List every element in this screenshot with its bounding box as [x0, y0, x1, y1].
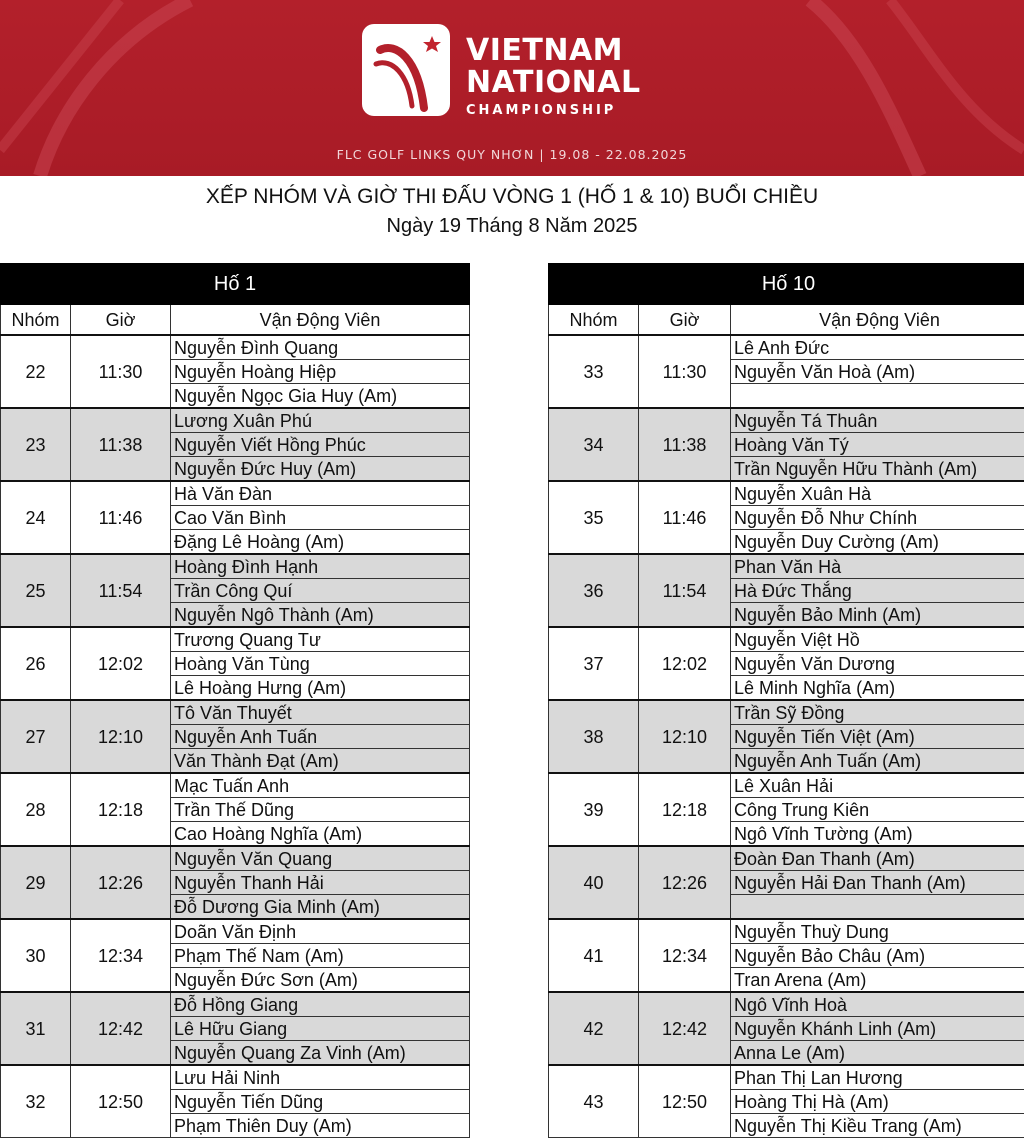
player-name: Nguyễn Anh Tuấn (Am): [731, 749, 1024, 774]
player-name: Phan Thị Lan Hương: [731, 1065, 1024, 1090]
player-name: Nguyễn Quang Za Vinh (Am): [171, 1041, 470, 1066]
group-number: 27: [1, 700, 71, 773]
table-row: [549, 408, 1024, 433]
tee-time: 11:54: [71, 554, 171, 627]
championship-logo-icon: [362, 24, 450, 116]
tee-time: 12:26: [639, 846, 731, 919]
hole-10-table: [548, 263, 1024, 1138]
player-name: Hoàng Văn Tùng: [171, 652, 470, 676]
table-row: [549, 919, 1024, 944]
player-name: Nguyễn Văn Quang: [171, 846, 470, 871]
tee-time: 12:42: [639, 992, 731, 1065]
star-icon: [423, 36, 441, 52]
tee-time: 12:34: [639, 919, 731, 992]
table-row: [549, 627, 1024, 652]
column-header-time: Giờ: [639, 305, 731, 336]
player-name: Nguyễn Thanh Hải: [171, 871, 470, 895]
player-name: Phạm Thế Nam (Am): [171, 944, 470, 968]
group-number: 36: [549, 554, 639, 627]
player-name: Nguyễn Việt Hồ: [731, 627, 1024, 652]
player-name: Nguyễn Bảo Minh (Am): [731, 603, 1024, 628]
hole-1-table: [0, 263, 470, 1138]
player-name: Lưu Hải Ninh: [171, 1065, 470, 1090]
page-title: XẾP NHÓM VÀ GIỜ THI ĐẤU VÒNG 1 (HỐ 1 & 10) BUỔI CHIỀU: [0, 185, 1024, 209]
player-name: Lê Minh Nghĩa (Am): [731, 676, 1024, 701]
table-row: [549, 846, 1024, 871]
column-header-time: Giờ: [71, 305, 171, 336]
player-name: Nguyễn Đình Quang: [171, 335, 470, 360]
player-name: Mạc Tuấn Anh: [171, 773, 470, 798]
player-name: Hoàng Văn Tý: [731, 433, 1024, 457]
hole-header: Hố 10: [549, 264, 1024, 305]
group-number: 40: [549, 846, 639, 919]
tee-time: 11:46: [71, 481, 171, 554]
table-row: [549, 773, 1024, 798]
player-name: Doãn Văn Định: [171, 919, 470, 944]
player-name: Cao Hoàng Nghĩa (Am): [171, 822, 470, 847]
group-number: 42: [549, 992, 639, 1065]
tee-time: 12:26: [71, 846, 171, 919]
tee-time: 11:30: [71, 335, 171, 408]
tee-time: 12:10: [639, 700, 731, 773]
player-name: Đoàn Đan Thanh (Am): [731, 846, 1024, 871]
player-name: Nguyễn Bảo Châu (Am): [731, 944, 1024, 968]
player-name: Văn Thành Đạt (Am): [171, 749, 470, 774]
player-name: Nguyễn Văn Hoà (Am): [731, 360, 1024, 384]
player-name: Lê Hữu Giang: [171, 1017, 470, 1041]
table-row: [549, 992, 1024, 1017]
group-number: 33: [549, 335, 639, 408]
player-name: Nguyễn Đỗ Như Chính: [731, 506, 1024, 530]
tee-time: 12:50: [639, 1065, 731, 1138]
group-number: 34: [549, 408, 639, 481]
table-row: [1, 1065, 470, 1090]
group-number: 25: [1, 554, 71, 627]
table-row: [549, 700, 1024, 725]
tee-time: 12:10: [71, 700, 171, 773]
player-name: Nguyễn Đức Sơn (Am): [171, 968, 470, 993]
player-name: Nguyễn Ngọc Gia Huy (Am): [171, 384, 470, 409]
player-name: Lê Anh Đức: [731, 335, 1024, 360]
table-row: [549, 335, 1024, 360]
player-name: Lê Xuân Hải: [731, 773, 1024, 798]
player-name: Phạm Thiên Duy (Am): [171, 1114, 470, 1138]
table-row: [1, 773, 470, 798]
player-name: Hoàng Thị Hà (Am): [731, 1090, 1024, 1114]
column-header-players: Vận Động Viên: [171, 305, 470, 336]
table-row: [1, 919, 470, 944]
player-name: Đỗ Hồng Giang: [171, 992, 470, 1017]
brand-line-3: CHAMPIONSHIP: [466, 104, 641, 117]
player-name: Nguyễn Văn Dương: [731, 652, 1024, 676]
tee-time: 11:38: [639, 408, 731, 481]
player-name: [731, 384, 1024, 409]
group-number: 35: [549, 481, 639, 554]
player-name: Lương Xuân Phú: [171, 408, 470, 433]
group-number: 28: [1, 773, 71, 846]
group-number: 24: [1, 481, 71, 554]
player-name: Phan Văn Hà: [731, 554, 1024, 579]
group-number: 29: [1, 846, 71, 919]
column-header-group: Nhóm: [549, 305, 639, 336]
player-name: Nguyễn Đức Huy (Am): [171, 457, 470, 482]
player-name: Nguyễn Tiến Dũng: [171, 1090, 470, 1114]
table-row: [549, 1065, 1024, 1090]
player-name: Hà Đức Thắng: [731, 579, 1024, 603]
tee-time: 11:46: [639, 481, 731, 554]
player-name: Ngô Vĩnh Tường (Am): [731, 822, 1024, 847]
player-name: Đặng Lê Hoàng (Am): [171, 530, 470, 555]
tee-time: 12:18: [639, 773, 731, 846]
table-row: [1, 627, 470, 652]
venue-dates: FLC GOLF LINKS QUY NHƠN | 19.08 - 22.08.2025: [0, 147, 1024, 162]
page-date: Ngày 19 Tháng 8 Năm 2025: [0, 215, 1024, 238]
column-header-players: Vận Động Viên: [731, 305, 1024, 336]
brand-line-2: NATIONAL: [466, 68, 641, 98]
table-row: [549, 481, 1024, 506]
player-name: Nguyễn Thị Kiều Trang (Am): [731, 1114, 1024, 1138]
tee-time: 12:18: [71, 773, 171, 846]
group-number: 43: [549, 1065, 639, 1138]
table-row: [1, 700, 470, 725]
tee-time: 12:02: [71, 627, 171, 700]
player-name: Nguyễn Viết Hồng Phúc: [171, 433, 470, 457]
player-name: Nguyễn Xuân Hà: [731, 481, 1024, 506]
player-name: Ngô Vĩnh Hoà: [731, 992, 1024, 1017]
player-name: Trần Thế Dũng: [171, 798, 470, 822]
tee-time: 12:42: [71, 992, 171, 1065]
group-number: 32: [1, 1065, 71, 1138]
table-row: [1, 992, 470, 1017]
tee-time: 12:34: [71, 919, 171, 992]
tee-time: 11:38: [71, 408, 171, 481]
player-name: Hoàng Đình Hạnh: [171, 554, 470, 579]
player-name: Hà Văn Đàn: [171, 481, 470, 506]
player-name: Nguyễn Anh Tuấn: [171, 725, 470, 749]
player-name: Nguyễn Duy Cường (Am): [731, 530, 1024, 555]
player-name: Nguyễn Ngô Thành (Am): [171, 603, 470, 628]
table-row: [1, 554, 470, 579]
header-banner: [0, 0, 1024, 176]
player-name: Nguyễn Hải Đan Thanh (Am): [731, 871, 1024, 895]
tee-time: 11:30: [639, 335, 731, 408]
player-name: Nguyễn Tiến Việt (Am): [731, 725, 1024, 749]
table-row: [549, 554, 1024, 579]
group-number: 31: [1, 992, 71, 1065]
player-name: Công Trung Kiên: [731, 798, 1024, 822]
player-name: Nguyễn Hoàng Hiệp: [171, 360, 470, 384]
player-name: Nguyễn Thuỳ Dung: [731, 919, 1024, 944]
group-number: 26: [1, 627, 71, 700]
championship-wordmark: [466, 36, 641, 117]
player-name: Lê Hoàng Hưng (Am): [171, 676, 470, 701]
column-header-group: Nhóm: [1, 305, 71, 336]
player-name: [731, 895, 1024, 920]
group-number: 41: [549, 919, 639, 992]
group-number: 39: [549, 773, 639, 846]
tee-time: 11:54: [639, 554, 731, 627]
player-name: Trần Công Quí: [171, 579, 470, 603]
player-name: Cao Văn Bình: [171, 506, 470, 530]
table-row: [1, 408, 470, 433]
hole-header: Hố 1: [1, 264, 470, 305]
player-name: Nguyễn Khánh Linh (Am): [731, 1017, 1024, 1041]
player-name: Trần Sỹ Đồng: [731, 700, 1024, 725]
player-name: Trương Quang Tư: [171, 627, 470, 652]
group-number: 22: [1, 335, 71, 408]
player-name: Đỗ Dương Gia Minh (Am): [171, 895, 470, 920]
brand-line-1: VIETNAM: [466, 36, 641, 66]
group-number: 30: [1, 919, 71, 992]
player-name: Tô Văn Thuyết: [171, 700, 470, 725]
group-number: 37: [549, 627, 639, 700]
group-number: 38: [549, 700, 639, 773]
tee-time: 12:02: [639, 627, 731, 700]
player-name: Tran Arena (Am): [731, 968, 1024, 993]
player-name: Nguyễn Tá Thuân: [731, 408, 1024, 433]
table-row: [1, 846, 470, 871]
group-number: 23: [1, 408, 71, 481]
tee-time: 12:50: [71, 1065, 171, 1138]
player-name: Anna Le (Am): [731, 1041, 1024, 1066]
table-row: [1, 335, 470, 360]
player-name: Trần Nguyễn Hữu Thành (Am): [731, 457, 1024, 482]
table-row: [1, 481, 470, 506]
